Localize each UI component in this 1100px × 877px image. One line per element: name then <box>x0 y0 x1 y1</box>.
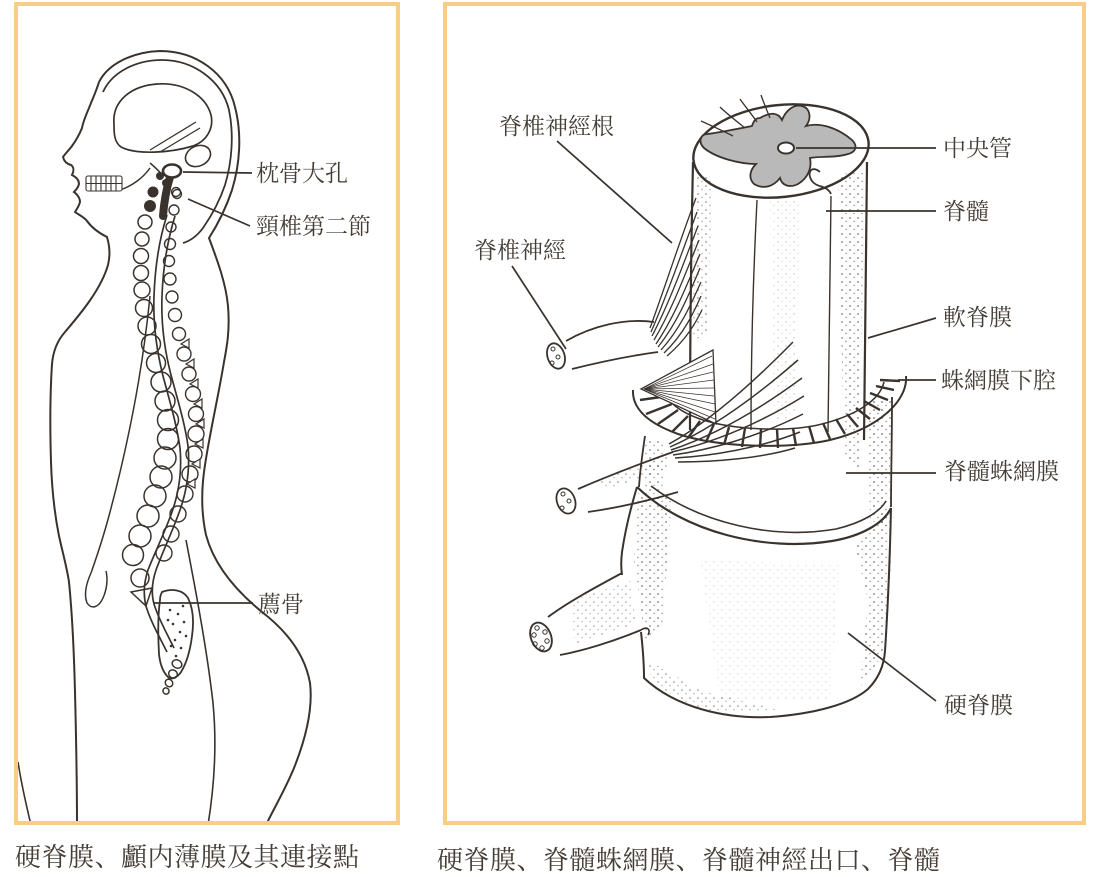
dura-stipple-center <box>700 560 840 700</box>
central-canal-hole <box>778 143 794 154</box>
leader-pia-mater <box>868 318 936 338</box>
right-caption: 硬脊膜、脊髓蛛網膜、脊髓神經出口、脊髓 <box>437 845 941 875</box>
teeth-grid <box>86 176 122 191</box>
label-dura-mater: 硬脊膜 <box>944 692 1013 718</box>
cerebellum <box>182 141 214 170</box>
nerve-trunk-top <box>566 321 654 341</box>
dura-collar-back <box>651 486 886 532</box>
leader-foramen-magnum <box>183 172 252 173</box>
cord-stipple-center <box>770 200 800 420</box>
sacrum-stipple <box>167 605 188 658</box>
c1-body <box>148 187 159 198</box>
label-c2-vertebra: 頸椎第二節 <box>256 213 371 239</box>
front-leg-line <box>18 762 31 825</box>
arm-line <box>91 296 150 573</box>
leader-spinal-nerve <box>512 266 566 349</box>
label-spinal-nerve-root: 脊椎神經根 <box>499 113 614 139</box>
hand-line <box>86 571 107 607</box>
thigh-back-line <box>186 540 215 825</box>
label-central-canal: 中央管 <box>943 135 1012 161</box>
right-figure-panel <box>443 2 1086 825</box>
coccyx <box>162 658 184 695</box>
odontoid <box>162 179 170 187</box>
label-sacrum: 薦骨 <box>258 591 304 617</box>
cheek-line <box>120 168 150 190</box>
label-pia-mater: 軟脊膜 <box>943 304 1012 330</box>
sleeve2-cut-face <box>526 619 556 654</box>
c2-body <box>144 200 156 212</box>
foramen-magnum-ring <box>163 165 181 178</box>
arachnoid-right-edge <box>891 397 892 507</box>
canal-right-line <box>152 216 188 648</box>
left-caption: 硬脊膜、顱内薄膜及其連接點 <box>15 842 360 872</box>
left-figure-panel <box>14 2 400 825</box>
label-foramen-magnum: 枕骨大孔 <box>256 160 348 186</box>
dura-stipple-right <box>855 510 894 688</box>
dura-stipple-left <box>634 492 672 640</box>
label-subarachnoid-space: 蛛網膜下腔 <box>941 367 1056 393</box>
label-spinal-arachnoid: 脊髓蛛網膜 <box>944 458 1059 484</box>
leader-nerve-root <box>557 141 672 243</box>
nerve-trunk-bottom <box>572 352 658 369</box>
leader-dura-mater <box>848 633 936 701</box>
sleeve1-cut-face <box>553 486 579 517</box>
dura-collar-front <box>637 487 891 544</box>
label-spinal-nerve: 脊椎神經 <box>474 237 566 263</box>
left-panel-border <box>16 4 398 823</box>
label-spinal-cord: 脊髓 <box>943 198 989 224</box>
body-front-outline <box>50 82 109 825</box>
